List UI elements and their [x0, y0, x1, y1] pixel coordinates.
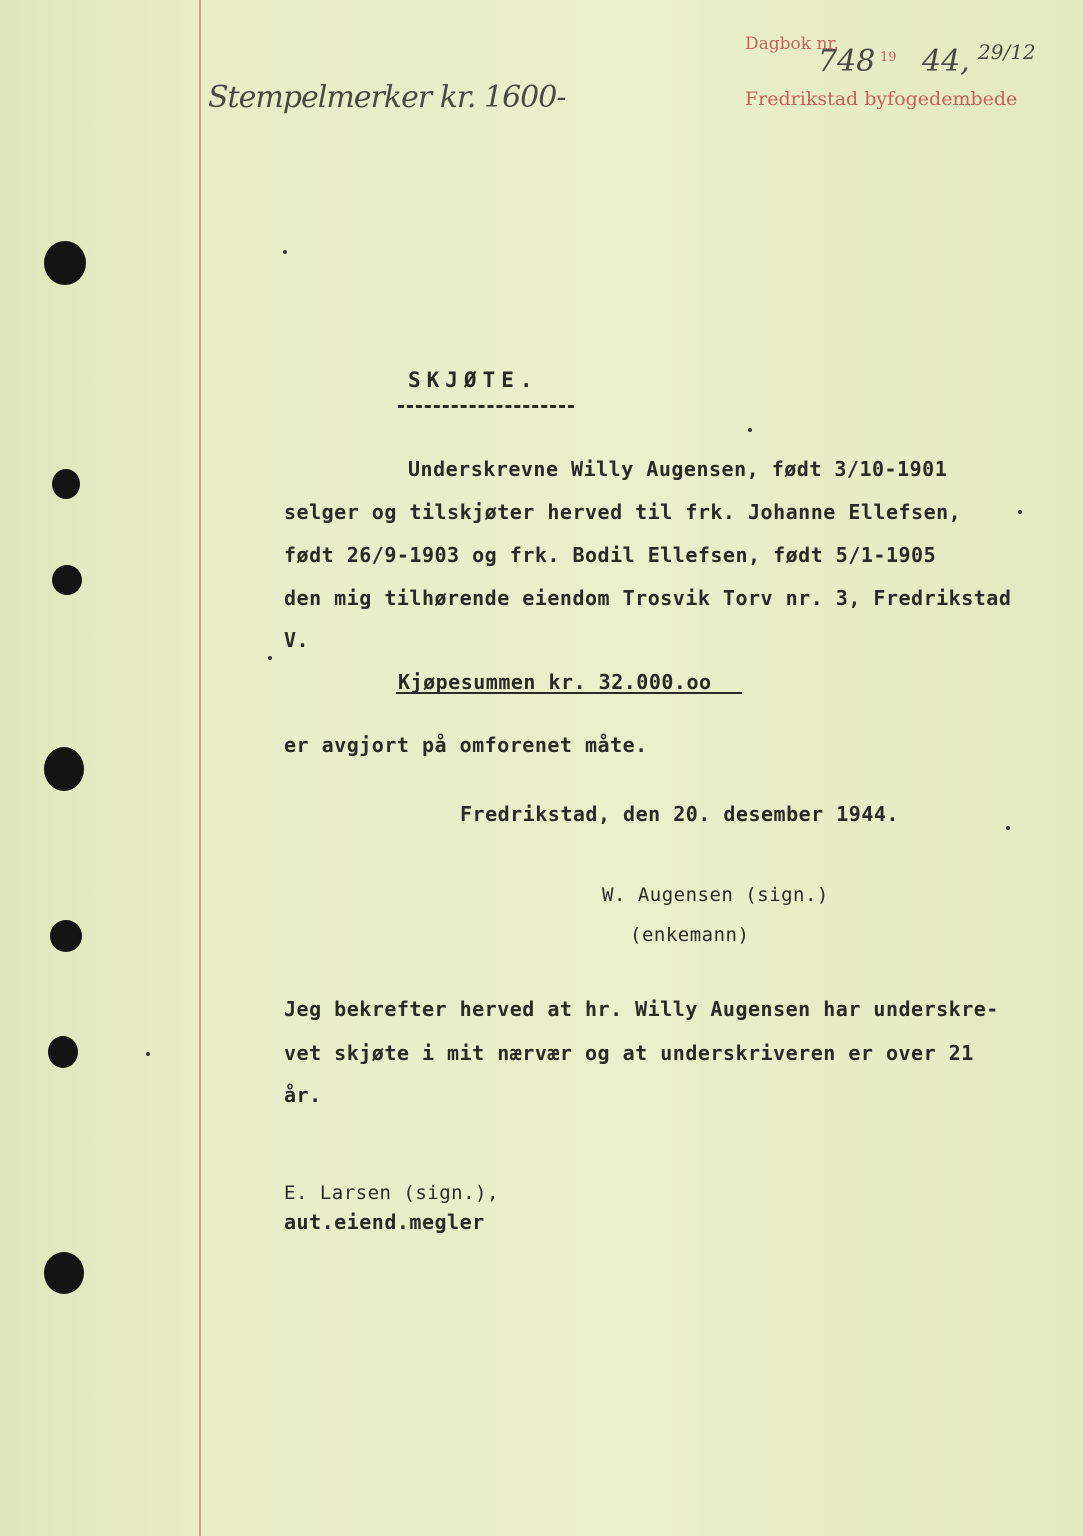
- punch-hole: [52, 469, 80, 499]
- punch-hole: [52, 565, 82, 595]
- stamp-dagbok-label: Dagbok nr.: [745, 34, 840, 54]
- stamp-year-prefix: 19: [880, 50, 897, 65]
- purchase-sum: Kjøpesummen kr. 32.000.oo: [398, 670, 712, 694]
- seller-signature: W. Augensen (sign.): [602, 884, 829, 906]
- body-line: V.: [284, 628, 310, 652]
- title-underline: [398, 405, 574, 408]
- punch-hole: [44, 1252, 84, 1294]
- settled-line: er avgjort på omforenet måte.: [284, 733, 648, 757]
- punch-hole: [48, 1036, 78, 1068]
- ink-dot: [146, 1052, 150, 1056]
- punch-hole: [50, 920, 82, 952]
- seller-status: (enkemann): [630, 924, 750, 946]
- ink-dot: [1006, 826, 1010, 830]
- dagbok-year: 44,: [922, 44, 970, 79]
- witness-title: aut.eiend.megler: [284, 1210, 485, 1234]
- fee-note: Stempelmerker kr. 1600-: [208, 80, 566, 115]
- witness-signature: E. Larsen (sign.),: [284, 1182, 499, 1204]
- punch-hole: [44, 241, 86, 285]
- ink-dot: [748, 428, 752, 432]
- document-title: SKJØTE.: [408, 368, 539, 392]
- witness-line: Jeg bekrefter herved at hr. Willy Augensen har underskre-: [284, 997, 999, 1021]
- margin-line: [199, 0, 201, 1536]
- ink-dot: [268, 656, 272, 660]
- ink-dot: [1018, 510, 1022, 514]
- body-line: selger og tilskjøter herved til frk. Johanne Ellefsen,: [284, 500, 962, 524]
- stamp-office: Fredrikstad byfogedembede: [745, 88, 1018, 110]
- punch-hole: [44, 747, 84, 791]
- place-date: Fredrikstad, den 20. desember 1944.: [460, 802, 899, 826]
- purchase-sum-underline: [396, 692, 742, 694]
- witness-line: år.: [284, 1083, 322, 1107]
- body-line: den mig tilhørende eiendom Trosvik Torv nr. 3, Fredrikstad: [284, 586, 1012, 610]
- ink-dot: [283, 250, 287, 254]
- witness-line: vet skjøte i mit nærvær og at underskriveren er over 21: [284, 1041, 974, 1065]
- dagbok-number: 748: [818, 44, 876, 79]
- dagbok-date: 29/12: [978, 40, 1036, 64]
- body-line: født 26/9-1903 og frk. Bodil Ellefsen, født 5/1-1905: [284, 543, 937, 567]
- body-line: Underskrevne Willy Augensen, født 3/10-1901: [408, 457, 948, 481]
